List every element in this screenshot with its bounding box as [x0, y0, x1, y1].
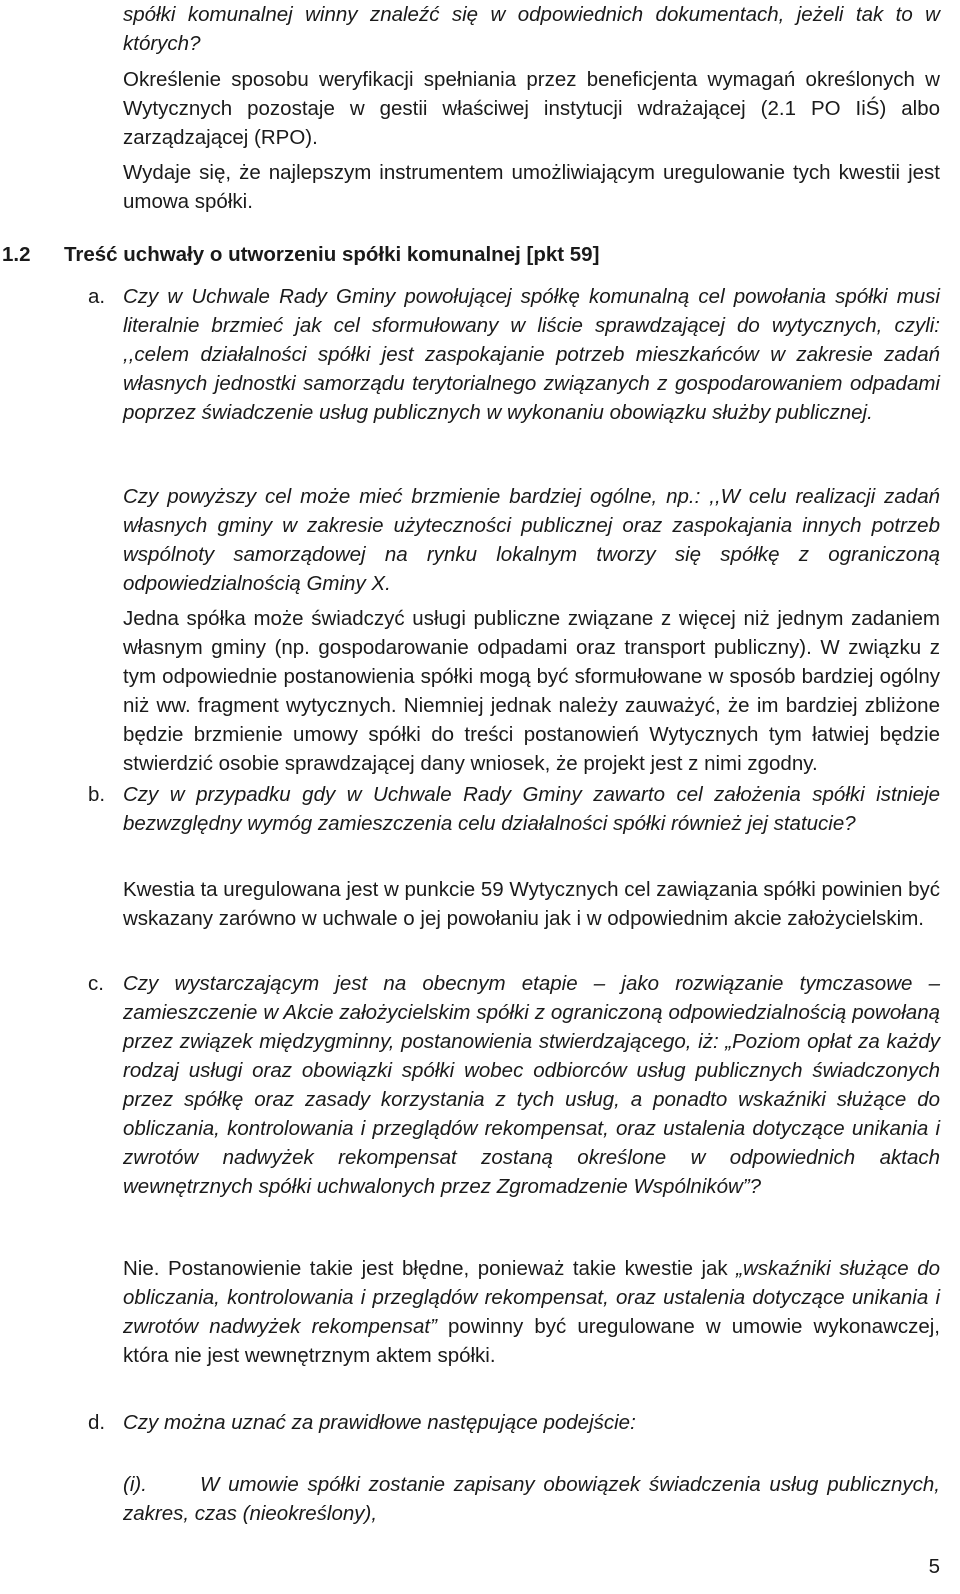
section-number: 1.2 [2, 243, 31, 266]
paragraph-instrument: Wydaje się, że najlepszym instrumentem umożliwiającym uregulowanie tych kwestii jest umowa spółki. [123, 161, 940, 213]
item-d-subitem-marker: (i). [123, 1473, 147, 1496]
paragraph-verification: Określenie sposobu weryfikacji spełniania przez beneficjenta wymagań określonych w Wytycznych pozostaje w gestii właściwej instytucji wdrażającej (2.1 PO IiŚ) albo zarządzającej (RPO). [123, 68, 940, 149]
section-heading [2, 240, 932, 269]
item-d-marker: d. [88, 1411, 106, 1434]
item-a-question-followup: Czy powyższy cel może mieć brzmienie bardziej ogólne, np.: ,,W celu realizacji zadań własnych gminy w zakresie użyteczności publicznej oraz zaspokajania innych potrzeb wspólnoty samorządowej na rynku lokalnym tworzy się spółkę z ograniczoną odpowiedzialnością Gminy X. [123, 485, 940, 595]
item-c-answer-prefix: Nie. Postanowienie takie jest błędne, ponieważ takie kwestie jak [123, 1257, 737, 1280]
item-b-question: Czy w przypadku gdy w Uchwale Rady Gminy zawarto cel założenia spółki istnieje bezwzględny wymóg zamieszczenia celu działalności spółki również jej statucie? [123, 783, 940, 835]
item-b-marker: b. [88, 783, 106, 806]
item-c-answer [123, 1254, 940, 1370]
item-a-answer: Jedna spółka może świadczyć usługi publiczne związane z więcej niż jednym zadaniem własnym gminy (np. gospodarowanie odpadami oraz transport publiczny). W związku z tym odpowiednie postanowienia spółki mogą być sformułowane w sposób bardziej ogólny niż ww. fragment wytycznych. Niemniej jednak należy zauważyć, że im bardziej zbliżone będzie brzmienie umowy spółki do treści postanowień Wytycznych tym łatwiej będzie stwierdzić osobie sprawdzającej dany wniosek, że projekt jest z nimi zgodny. [123, 607, 940, 775]
item-d-subitem-text: W umowie spółki zostanie zapisany obowiązek świadczenia usług publicznych, zakres, czas (nieokreślony), [123, 1473, 940, 1525]
page-number: 5 [928, 1555, 940, 1578]
item-b-answer: Kwestia ta uregulowana jest w punkcie 59 Wytycznych cel zawiązania spółki powinien być wskazany zarówno w uchwale o jej powołaniu jak i w odpowiednim akcie założycielskim. [123, 878, 940, 930]
paragraph-intro-question: spółki komunalnej winny znaleźć się w odpowiednich dokumentach, jeżeli tak to w których? [123, 3, 940, 55]
section-title: Treść uchwały o utworzeniu spółki komunalnej [pkt 59] [64, 243, 600, 266]
item-a-question: Czy w Uchwale Rady Gminy powołującej spółkę komunalną cel powołania spółki musi literalnie brzmieć jak cel sformułowany w liście sprawdzającej do wytycznych, czyli: ,,celem działalności spółki jest zaspokajanie potrzeb mieszkańców w zakresie zadań własnych jednostki samorządu terytorialnego związanych z gospodarowaniem odpadami poprzez świadczenie usług publicznych w wykonaniu obowiązku służby publicznej. [123, 285, 940, 424]
item-c-answer-suffix: powinny być uregulowane w umowie wykonawczej, która nie jest wewnętrznym aktem spółki. [123, 1315, 940, 1367]
item-a-marker: a. [88, 285, 106, 308]
item-d-question: Czy można uznać za prawidłowe następujące podejście: [123, 1411, 636, 1434]
item-c-marker: c. [88, 972, 104, 995]
item-c-answer-quote: „wskaźniki służące do obliczania, kontrolowania i przeglądów rekompensat, oraz ustalenia dotyczące unikania i zwrotów nadwyżek rekompensat” [123, 1257, 940, 1338]
item-d-subitem [123, 1470, 940, 1528]
item-c-question: Czy wystarczającym jest na obecnym etapie – jako rozwiązanie tymczasowe – zamieszczenie w Akcie założycielskim spółki z ograniczoną odpowiedzialnością powołaną przez związek międzygminny, postanowienia stwierdzającego, iż: „Poziom opłat za każdy rodzaj usługi oraz obowiązki spółki wobec odbiorców usług publicznych świadczonych przez spółkę oraz zasady korzystania z tych usług, a ponadto wskaźniki służące do obliczania, kontrolowania i przeglądów rekompensat, oraz ustalenia dotyczące unikania i zwrotów nadwyżek rekompensat zostaną określone w odpowiednich aktach wewnętrznych spółki uchwalonych przez Zgromadzenie Wspólników”? [123, 972, 940, 1198]
